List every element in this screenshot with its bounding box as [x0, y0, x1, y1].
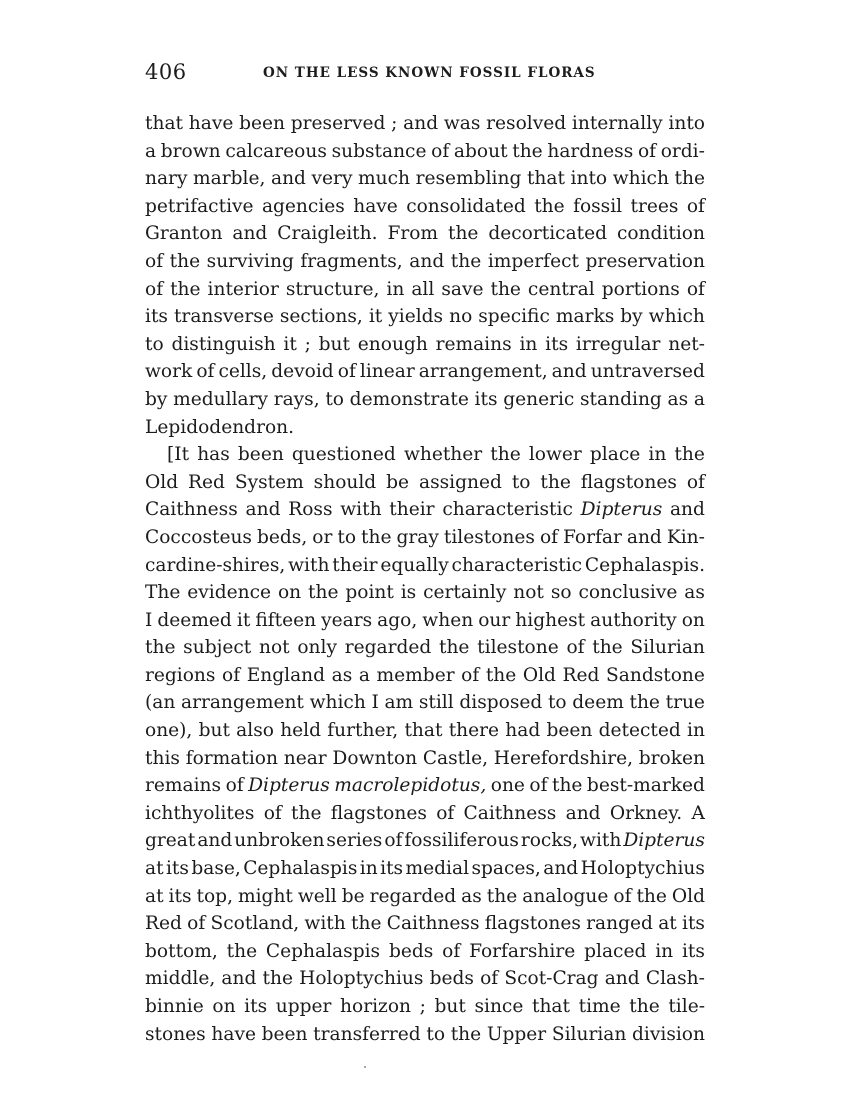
text-line: nary marble, and very much resembling that into which the	[145, 168, 705, 190]
text-line: one), but also held further, that there had been detected in	[145, 720, 705, 742]
text-line: regions of England as a member of the Old Red Sandstone	[145, 664, 705, 686]
text-line: at its top, might well be regarded as the analogue of the Old	[145, 885, 705, 907]
page-header	[145, 60, 705, 90]
text-line: binnie on its upper horizon ; but since that time the tile-	[145, 996, 705, 1017]
text-line: The evidence on the point is certainly not so conclusive as	[145, 582, 705, 604]
text-line: of the surviving fragments, and the imperfect preservation	[145, 250, 705, 272]
text-line: a brown calcareous substance of about the hardness of ordi-	[145, 140, 705, 162]
text-line: great and unbroken series of fossiliferous rocks, with Dipterus	[145, 830, 705, 852]
text-line: middle, and the Holoptychius beds of Scot-Crag and Clash-	[145, 968, 705, 990]
text-line: Caithness and Ross with their characteristic Dipterus and	[145, 499, 705, 521]
text-line: Red of Scotland, with the Caithness flagstones ranged at its	[145, 913, 705, 935]
text-line: Granton and Craigleith. From the decorticated condition	[145, 223, 705, 245]
text-line: bottom, the Cephalaspis beds of Forfarshire placed in its	[145, 940, 705, 962]
text-line: that have been preserved ; and was resolved internally into	[145, 113, 705, 134]
text-line: [It has been questioned whether the lower place in the	[167, 444, 705, 466]
text-line: stones have been transferred to the Upper Silurian division	[145, 1023, 705, 1045]
text-line: work of cells, devoid of linear arrangement, and untraversed	[145, 361, 705, 383]
text-line: this formation near Downton Castle, Herefordshire, broken	[145, 747, 705, 769]
text-line: the subject not only regarded the tilestone of the Silurian	[145, 637, 705, 659]
text-line: at its base, Cephalaspis in its medial spaces, and Holoptychius	[145, 858, 705, 880]
text-line: Old Red System should be assigned to the flagstones of	[145, 471, 705, 493]
paragraph-2	[145, 441, 705, 1048]
text-line: its transverse sections, it yields no specific marks by which	[145, 306, 705, 328]
text-line: remains of Dipterus macrolepidotus, one of the best-marked	[145, 775, 705, 797]
text-line: to distinguish it ; but enough remains in its irregular net-	[145, 333, 705, 355]
text-line: petrifactive agencies have consolidated the fossil trees of	[145, 195, 705, 217]
text-line: cardine-shires, with their equally characteristic Cephalaspis.	[145, 554, 705, 576]
paragraph-1	[145, 110, 705, 441]
text-line: Coccosteus beds, or to the gray tilestones of Forfar and Kin-	[145, 526, 705, 548]
text-line: (an arrangement which I am still disposed to deem the true	[145, 692, 705, 714]
text-line: I deemed it fifteen years ago, when our highest authority on	[145, 609, 705, 631]
text-line: ichthyolites of the flagstones of Caithness and Orkney. A	[145, 802, 705, 824]
paper-speck	[364, 1066, 366, 1068]
running-head: ON THE LESS KNOWN FOSSIL FLORAS	[263, 65, 596, 81]
body-text	[145, 110, 705, 1048]
page-number: 406	[145, 60, 187, 84]
text-line: Lepidodendron.	[145, 416, 295, 438]
text-line: of the interior structure, in all save the central portions of	[145, 278, 705, 300]
text-line: by medullary rays, to demonstrate its generic standing as a	[145, 388, 705, 410]
